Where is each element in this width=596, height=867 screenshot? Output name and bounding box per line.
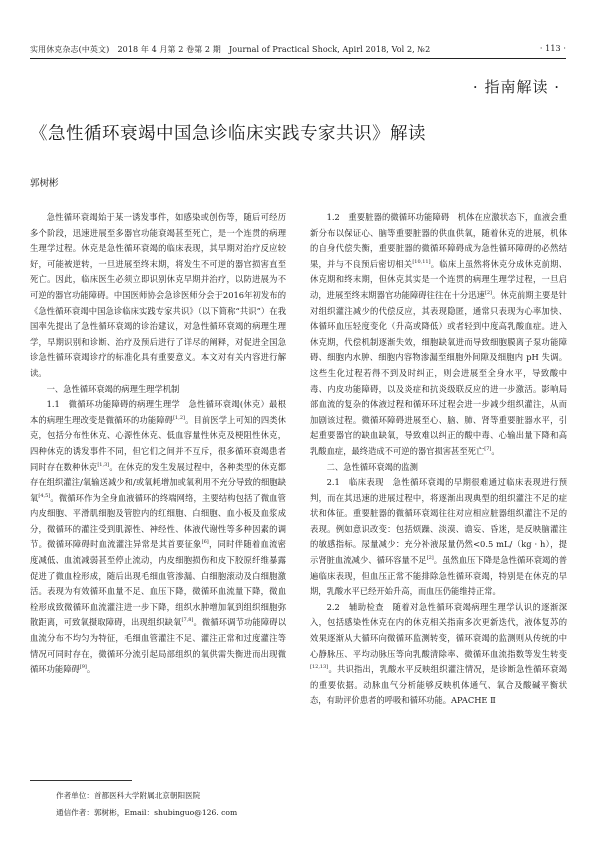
left-column [30, 210, 286, 678]
citation-ref: [2] [484, 290, 493, 297]
author-affiliation: 作者单位：首都医科大学附属北京朝阳医院 [56, 791, 201, 800]
corresponding-author: 通信作者：郭树彬，Email：shubinguo@126. com [56, 808, 238, 817]
section-heading: 一、急性循环衰竭的病理生理学机制 [46, 383, 180, 394]
author-name: 郭树彬 [30, 178, 59, 189]
citation-ref: [10,11] [412, 259, 431, 266]
section-heading: 二、急性循环衰竭的监测 [326, 461, 418, 472]
citation-ref: [1,3] [97, 461, 110, 468]
citation-ref: [6] [201, 539, 209, 546]
body-paragraph: 1.2 重要脏器的微循环功能障碍 机体在应激状态下，血液会重新分布以保证心、脑等重要脏器的供血供氧，随着休克的进展，机体的自身代偿失衡，重要脏器的微循环障碍成为急性循环障碍的必然结果，并与不良预后密切相关[10,11]。临床上虽然将休克分成休克前期、休克期和终末期，但休克其实是一个连贯的病理生理学过程，一旦启动，进展至终末期器官功能障碍往往在十分迅速[2]。休克前期主要是针对组织灌注减少的代偿反应，其表现隐匿，通常只表现为心率加快、体循环血压轻度变化（升高或降低）或者轻到中度高乳酸血症。进入休克期，代偿机制逐渐失效，细胞缺氧进而导致细胞膜离子泵功能障碍、细胞内水肿、细胞内容物渗漏至细胞外间隙及细胞内 pH 失调。这些生化过程若得不到及时纠正，则会进展至全身水平，导致酸中毒、内皮功能障碍，以及炎症和抗炎级联反应的进一步激活。影响局部血流的复杂的体液过程和循环环过程会进一步减少组织灌注，从而加剧该过程。微循环障碍进展至心、脑、肺、肾等重要脏器水平，引起重要器官的缺血缺氧，导致难以纠正的酸中毒、心输出量下降和高乳酸血症，最终造成不可逆的器官损害甚至死亡[7]。 [310, 212, 567, 456]
page-number: · 113 · [539, 44, 566, 53]
header-rule [30, 58, 566, 59]
citation-ref: [7,8] [181, 617, 194, 624]
citation-ref: [4,5] [38, 492, 51, 499]
citation-ref: [7] [484, 446, 492, 453]
citation-ref: [9] [79, 664, 87, 671]
article-title: 《急性循环衰竭中国急诊临床实践专家共识》解读 [30, 124, 426, 144]
footnote-rule [30, 780, 132, 781]
right-column [310, 210, 567, 709]
body-paragraph: 急性循环衰竭始于某一诱发事件，如感染或创伤等，随后可经历多个阶段，迅速进展至多器官功能衰竭甚至死亡，是一个连贯的病理生理学过程。休克是急性循环衰竭的临床表现，其早期对治疗反应较好，可能被逆转，一旦进展至终末期，将发生不可逆的器官损害直至死亡。因此，临床医生必须立即识别休克早期并治疗，以防进展为不可逆的器官功能障碍。中国医师协会急诊医师分会于2016年初发布的《急性循环衰竭中国急诊临床实践专家共识》（以下简称“共识”）在我国率先提出了急性循环衰竭的诊治建议，对急性循环衰竭的病理生理学，早期识别和诊断、治疗及预后进行了详尽的阐释，对促进全国急诊急性循环衰竭诊疗的标准化具有重要意义。本文对有关内容进行解读。 [30, 212, 286, 378]
body-paragraph: 1.1 微循环功能障碍的病理生理学 急性循环衰竭(休克）最根本的病理生理改变是微循环的功能障碍[1,2]。目前医学上可知的四类休克，包括分布性休克、心源性休克、低血容量性休克及梗阻性休克，四种休克的诱发事件不同，但它们之间并不互斥，很多循环衰竭患者同时存在数种休克[1,3]。在休克的发生发展过程中，各种类型的休克都存在组织灌注/氧输送减少和/或氧耗增加或氧利用不充分导致的细胞缺氧[4,5]。微循环作为全身血液循环的终端网络，主要结构包括了微血管内皮细胞、平滑肌细胞及管腔内的红细胞、白细胞、血小板及血浆成分，微循环的灌注受到肌源性、神经性、体液代谢性等多种因素的调节。微循环障碍时血流灌注异常是其首要征象[6]，同时伴随着血流密度减低、血流减弱甚至停止流动，内皮细胞损伤和皮下胶原纤维暴露促进了微血栓形成，随后出现毛细血管渗漏、白细胞滚动及白细胞激活。表现为有效循环血量不足、血压下降，微循环血流量下降，微血栓形成致微循环血流灌注进一步下降，组织水肿增加氧到组织细胞弥散距离，可致氧摄取障碍，出现组织缺氧[7,8]。微循环调节功能障碍以血流分布不均匀为特征，毛细血管灌注不足、灌注正常和过度灌注等情况可同时存在，微循环分流引起局部组织的氧供需失衡进而出现微循环功能障碍[9]。 [30, 399, 286, 675]
citation-ref: [1,2] [173, 414, 185, 421]
body-paragraph: 2.1 临床表现 急性循环衰竭的早期很难通过临床表现进行预判，而在其迅速的进展过程中，将逐渐出现典型的组织灌注不足的症状和体征。重要脏器的微循环衰竭往往对应相应脏器组织灌注不足的表现。例如意识改变：包括烦躁、淡漠、谵妄、昏迷，是反映脑灌注的敏感指标。尿量减少：充分补液尿量仍然<0.5 mL/（kg · h），提示肾脏血流减少、循环容量不足[2]。虽然血压下降是急性循环衰竭的普遍临床表现，但血压正常不能排除急性循环衰竭，特别是在休克的早期，乳酸水平已经开始升高，而血压仍能维持正常。 [310, 477, 567, 597]
citation-ref: [2] [426, 555, 434, 562]
journal-info: 实用休克杂志(中英文) 2018 年 4 月第 2 卷第 2 期 Journal of Practical Shock, Apirl 2018, Vol 2, №2 [30, 45, 431, 54]
body-paragraph: 2.2 辅助检查 随着对急性循环衰竭病理生理学认识的逐渐深入，包括感染性休克在内的休克相关指南多次更新迭代，液体复苏的效果逐渐从大循环向微循环监测转变，循环衰竭的监测则从传统的中心静脉压、平均动脉压等向乳酸清除率、微循环血流指数等发生转变[12,13]。共识指出，乳酸水平反映组织灌注情况，是诊断急性循环衰竭的重要依据。动脉血气分析能够反映机体通气、氧合及酸碱平衡状态，有助评价患者的呼吸和循环功能。APACHE Ⅱ [310, 601, 567, 706]
section-tag: · 指南解读 · [472, 78, 560, 96]
citation-ref: [12,13] [310, 664, 329, 671]
